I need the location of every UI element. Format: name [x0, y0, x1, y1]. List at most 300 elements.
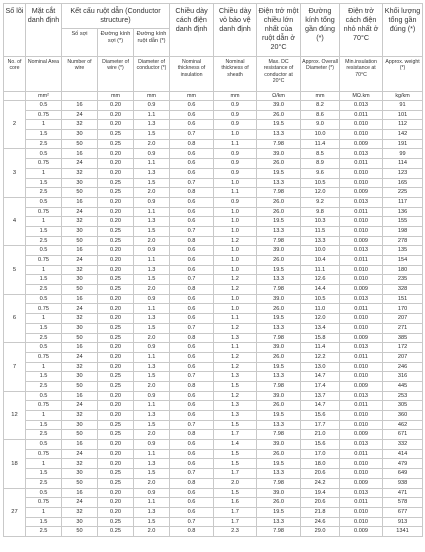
wire-diameter-cell: 0.25	[98, 430, 134, 440]
area-cell: 2.5	[26, 333, 62, 343]
overall-diameter-cell: 12.0	[301, 314, 340, 324]
dc-resistance-cell: 26.0	[257, 197, 301, 207]
weight-cell: 578	[383, 498, 423, 508]
conductor-diameter-cell: 0.9	[134, 488, 170, 498]
weight-cell: 101	[383, 110, 423, 120]
dc-resistance-cell: 13.3	[257, 469, 301, 479]
conductor-diameter-cell: 0.9	[134, 343, 170, 353]
overall-diameter-cell: 10.5	[301, 178, 340, 188]
area-cell: 1	[26, 507, 62, 517]
area-cell: 1	[26, 217, 62, 227]
sheath-thickness-cell: 1.1	[214, 188, 257, 198]
insulation-thickness-cell: 0.6	[170, 159, 214, 169]
table-row	[4, 391, 423, 401]
overall-diameter-cell: 8.2	[301, 101, 340, 111]
area-cell: 1	[26, 459, 62, 469]
sheath-thickness-cell: 1.0	[214, 246, 257, 256]
insulation-thickness-cell: 0.6	[170, 459, 214, 469]
overall-diameter-cell: 15.6	[301, 411, 340, 421]
conductor-diameter-cell: 1.3	[134, 314, 170, 324]
dc-resistance-cell: 19.5	[257, 168, 301, 178]
table-row	[4, 352, 423, 362]
dc-resistance-cell: 13.3	[257, 517, 301, 527]
table-row	[4, 197, 423, 207]
insulation-resistance-cell: 0.009	[340, 139, 383, 149]
wires-cell: 50	[62, 527, 98, 537]
wire-diameter-cell: 0.20	[98, 256, 134, 266]
sheath-thickness-cell: 1.2	[214, 352, 257, 362]
conductor-diameter-cell: 1.5	[134, 372, 170, 382]
insulation-resistance-cell: 0.009	[340, 236, 383, 246]
area-cell: 0.75	[26, 498, 62, 508]
weight-cell: 328	[383, 285, 423, 295]
sheath-thickness-cell: 1.3	[214, 372, 257, 382]
conductor-diameter-cell: 1.3	[134, 459, 170, 469]
wires-cell: 16	[62, 488, 98, 498]
overall-diameter-cell: 12.6	[301, 275, 340, 285]
area-cell: 1.5	[26, 469, 62, 479]
dc-resistance-cell: 39.0	[257, 101, 301, 111]
table-row	[4, 478, 423, 488]
insulation-thickness-cell: 0.6	[170, 120, 214, 130]
sheath-thickness-cell: 1.0	[214, 178, 257, 188]
area-cell: 0.5	[26, 197, 62, 207]
overall-diameter-cell: 18.0	[301, 459, 340, 469]
sheath-thickness-cell: 1.0	[214, 226, 257, 236]
sheath-thickness-cell: 0.9	[214, 120, 257, 130]
table-row	[4, 440, 423, 450]
area-cell: 1	[26, 362, 62, 372]
area-cell: 2.5	[26, 236, 62, 246]
wires-cell: 50	[62, 285, 98, 295]
wire-diameter-cell: 0.25	[98, 372, 134, 382]
unit-cores	[4, 92, 26, 101]
table-row	[4, 149, 423, 159]
dc-resistance-cell: 26.0	[257, 159, 301, 169]
wires-cell: 32	[62, 362, 98, 372]
core-count-cell: 12	[4, 391, 26, 439]
area-cell: 2.5	[26, 285, 62, 295]
insulation-thickness-cell: 0.6	[170, 401, 214, 411]
insulation-thickness-cell: 0.6	[170, 207, 214, 217]
sheath-thickness-cell: 1.7	[214, 507, 257, 517]
insulation-resistance-cell: 0.010	[340, 168, 383, 178]
weight-cell: 445	[383, 381, 423, 391]
conductor-diameter-cell: 1.1	[134, 352, 170, 362]
insulation-thickness-cell: 0.6	[170, 440, 214, 450]
dc-resistance-cell: 13.3	[257, 178, 301, 188]
conductor-diameter-cell: 1.5	[134, 517, 170, 527]
sheath-thickness-cell: 1.7	[214, 469, 257, 479]
sheath-thickness-cell: 1.1	[214, 314, 257, 324]
overall-diameter-cell: 14.7	[301, 372, 340, 382]
unit-wire-diameter: mm	[98, 92, 134, 101]
wire-diameter-cell: 0.20	[98, 110, 134, 120]
overall-diameter-cell: 10.0	[301, 246, 340, 256]
table-row	[4, 285, 423, 295]
insulation-resistance-cell: 0.009	[340, 430, 383, 440]
conductor-diameter-cell: 1.1	[134, 449, 170, 459]
weight-cell: 155	[383, 217, 423, 227]
wire-diameter-cell: 0.25	[98, 517, 134, 527]
overall-diameter-cell: 20.6	[301, 498, 340, 508]
insulation-thickness-cell: 0.6	[170, 391, 214, 401]
conductor-diameter-cell: 2.0	[134, 430, 170, 440]
table-row	[4, 265, 423, 275]
insulation-resistance-cell: 0.013	[340, 294, 383, 304]
wire-diameter-cell: 0.20	[98, 352, 134, 362]
overall-diameter-cell: 10.3	[301, 217, 340, 227]
overall-diameter-cell: 15.6	[301, 440, 340, 450]
area-cell: 0.75	[26, 110, 62, 120]
header-area-vi: Mặt cắt danh định	[26, 4, 62, 57]
area-cell: 0.75	[26, 449, 62, 459]
weight-cell: 112	[383, 120, 423, 130]
conductor-diameter-cell: 1.1	[134, 498, 170, 508]
insulation-resistance-cell: 0.010	[340, 517, 383, 527]
wire-diameter-cell: 0.20	[98, 488, 134, 498]
area-cell: 0.5	[26, 246, 62, 256]
weight-cell: 198	[383, 226, 423, 236]
overall-diameter-cell: 13.7	[301, 391, 340, 401]
insulation-thickness-cell: 0.6	[170, 256, 214, 266]
table-row	[4, 517, 423, 527]
overall-diameter-cell: 14.4	[301, 285, 340, 295]
core-count-cell: 7	[4, 343, 26, 391]
wire-diameter-cell: 0.25	[98, 478, 134, 488]
core-count-cell: 5	[4, 246, 26, 294]
weight-cell: 142	[383, 130, 423, 140]
wires-cell: 24	[62, 110, 98, 120]
wire-diameter-cell: 0.20	[98, 217, 134, 227]
dc-resistance-cell: 39.0	[257, 246, 301, 256]
area-cell: 1	[26, 168, 62, 178]
insulation-resistance-cell: 0.013	[340, 391, 383, 401]
overall-diameter-cell: 17.7	[301, 420, 340, 430]
overall-diameter-cell: 10.5	[301, 294, 340, 304]
wires-cell: 50	[62, 478, 98, 488]
sheath-thickness-cell: 1.1	[214, 139, 257, 149]
conductor-diameter-cell: 0.9	[134, 101, 170, 111]
conductor-diameter-cell: 0.9	[134, 246, 170, 256]
conductor-diameter-cell: 2.0	[134, 139, 170, 149]
units-row	[4, 92, 423, 101]
area-cell: 0.5	[26, 440, 62, 450]
table-row	[4, 226, 423, 236]
wires-cell: 30	[62, 323, 98, 333]
overall-diameter-cell: 11.5	[301, 226, 340, 236]
dc-resistance-cell: 19.5	[257, 362, 301, 372]
header-insulation-thickness-vi: Chiều dày cách điện danh định	[170, 4, 214, 57]
overall-diameter-cell: 19.4	[301, 488, 340, 498]
overall-diameter-cell: 9.2	[301, 197, 340, 207]
overall-diameter-cell: 12.2	[301, 352, 340, 362]
table-row	[4, 130, 423, 140]
overall-diameter-cell: 13.0	[301, 362, 340, 372]
table-row	[4, 333, 423, 343]
header-overall-diameter-en: Approx. Overall Diameter (*)	[301, 57, 340, 92]
sheath-thickness-cell: 1.5	[214, 420, 257, 430]
sheath-thickness-cell: 1.0	[214, 304, 257, 314]
wires-cell: 32	[62, 507, 98, 517]
insulation-thickness-cell: 0.7	[170, 469, 214, 479]
header-dc-resistance-en: Max. DC resistance of conductor at 20°C	[257, 57, 301, 92]
conductor-diameter-cell: 1.5	[134, 275, 170, 285]
area-cell: 0.75	[26, 159, 62, 169]
header-insulation-thickness-en: Nominal thickness of insulation	[170, 57, 214, 92]
table-row	[4, 159, 423, 169]
dc-resistance-cell: 26.0	[257, 449, 301, 459]
wires-cell: 30	[62, 178, 98, 188]
header-insulation-resistance-vi: Điện trở cách điện nhỏ nhất ở 70°C	[340, 4, 383, 57]
sheath-thickness-cell: 1.5	[214, 449, 257, 459]
table-row	[4, 381, 423, 391]
insulation-resistance-cell: 0.010	[340, 217, 383, 227]
wire-diameter-cell: 0.25	[98, 275, 134, 285]
dc-resistance-cell: 7.98	[257, 430, 301, 440]
wires-cell: 16	[62, 391, 98, 401]
weight-cell: 360	[383, 411, 423, 421]
unit-overall-diameter: mm	[301, 92, 340, 101]
insulation-thickness-cell: 0.6	[170, 449, 214, 459]
dc-resistance-cell: 7.98	[257, 333, 301, 343]
insulation-thickness-cell: 0.8	[170, 236, 214, 246]
wires-cell: 50	[62, 430, 98, 440]
wires-cell: 50	[62, 381, 98, 391]
header-row-english	[4, 57, 423, 92]
insulation-thickness-cell: 0.6	[170, 304, 214, 314]
insulation-resistance-cell: 0.011	[340, 449, 383, 459]
wires-cell: 16	[62, 440, 98, 450]
insulation-thickness-cell: 0.6	[170, 168, 214, 178]
area-cell: 0.75	[26, 401, 62, 411]
wires-cell: 32	[62, 314, 98, 324]
sheath-thickness-cell: 1.2	[214, 236, 257, 246]
dc-resistance-cell: 19.5	[257, 120, 301, 130]
weight-cell: 278	[383, 236, 423, 246]
table-row	[4, 246, 423, 256]
sheath-thickness-cell: 1.0	[214, 217, 257, 227]
wire-diameter-cell: 0.20	[98, 449, 134, 459]
wires-cell: 50	[62, 236, 98, 246]
insulation-thickness-cell: 0.6	[170, 352, 214, 362]
area-cell: 1	[26, 314, 62, 324]
sheath-thickness-cell: 0.9	[214, 101, 257, 111]
area-cell: 1.5	[26, 372, 62, 382]
wire-diameter-cell: 0.25	[98, 527, 134, 537]
insulation-thickness-cell: 0.7	[170, 323, 214, 333]
area-cell: 1.5	[26, 420, 62, 430]
header-dc-resistance-vi: Điện trở một chiều lớn nhất của ruột dẫn ở 20°C	[257, 4, 301, 57]
insulation-resistance-cell: 0.010	[340, 507, 383, 517]
weight-cell: 677	[383, 507, 423, 517]
weight-cell: 462	[383, 420, 423, 430]
weight-cell: 225	[383, 188, 423, 198]
overall-diameter-cell: 10.4	[301, 256, 340, 266]
insulation-resistance-cell: 0.013	[340, 343, 383, 353]
dc-resistance-cell: 26.0	[257, 256, 301, 266]
wires-cell: 32	[62, 459, 98, 469]
insulation-resistance-cell: 0.013	[340, 149, 383, 159]
insulation-resistance-cell: 0.013	[340, 197, 383, 207]
area-cell: 2.5	[26, 139, 62, 149]
wire-diameter-cell: 0.20	[98, 314, 134, 324]
weight-cell: 135	[383, 246, 423, 256]
sheath-thickness-cell: 1.3	[214, 411, 257, 421]
dc-resistance-cell: 39.0	[257, 294, 301, 304]
insulation-resistance-cell: 0.010	[340, 362, 383, 372]
header-wire-diameter-vi: Đường kính sợi (*)	[98, 29, 134, 57]
header-sheath-thickness-en: Nominal thickness of sheath	[214, 57, 257, 92]
area-cell: 0.5	[26, 343, 62, 353]
conductor-diameter-cell: 0.9	[134, 149, 170, 159]
insulation-resistance-cell: 0.010	[340, 120, 383, 130]
wire-diameter-cell: 0.20	[98, 101, 134, 111]
wires-cell: 30	[62, 226, 98, 236]
conductor-diameter-cell: 1.3	[134, 265, 170, 275]
insulation-thickness-cell: 0.7	[170, 517, 214, 527]
insulation-thickness-cell: 0.6	[170, 343, 214, 353]
wire-diameter-cell: 0.20	[98, 120, 134, 130]
weight-cell: 414	[383, 449, 423, 459]
area-cell: 1	[26, 265, 62, 275]
sheath-thickness-cell: 0.9	[214, 197, 257, 207]
wire-diameter-cell: 0.25	[98, 469, 134, 479]
table-row	[4, 275, 423, 285]
wire-diameter-cell: 0.20	[98, 498, 134, 508]
conductor-diameter-cell: 1.5	[134, 469, 170, 479]
wires-cell: 30	[62, 130, 98, 140]
header-overall-diameter-vi: Đường kính tổng gần đúng (*)	[301, 4, 340, 57]
sheath-thickness-cell: 0.9	[214, 149, 257, 159]
wires-cell: 32	[62, 217, 98, 227]
header-weight-en: Approx. weight (*)	[383, 57, 423, 92]
overall-diameter-cell: 8.9	[301, 159, 340, 169]
insulation-resistance-cell: 0.010	[340, 178, 383, 188]
insulation-thickness-cell: 0.6	[170, 246, 214, 256]
insulation-thickness-cell: 0.6	[170, 488, 214, 498]
wire-diameter-cell: 0.25	[98, 188, 134, 198]
table-row	[4, 294, 423, 304]
wire-diameter-cell: 0.20	[98, 343, 134, 353]
area-cell: 1	[26, 411, 62, 421]
header-insulation-resistance-en: Min.insulation resistance at 70°C	[340, 57, 383, 92]
conductor-diameter-cell: 1.1	[134, 110, 170, 120]
dc-resistance-cell: 13.3	[257, 130, 301, 140]
wires-cell: 30	[62, 469, 98, 479]
dc-resistance-cell: 26.0	[257, 207, 301, 217]
conductor-diameter-cell: 2.0	[134, 236, 170, 246]
sheath-thickness-cell: 1.2	[214, 275, 257, 285]
sheath-thickness-cell: 0.9	[214, 168, 257, 178]
wires-cell: 30	[62, 420, 98, 430]
table-row	[4, 469, 423, 479]
area-cell: 1.5	[26, 226, 62, 236]
table-row	[4, 217, 423, 227]
conductor-diameter-cell: 1.5	[134, 178, 170, 188]
sheath-thickness-cell: 1.6	[214, 498, 257, 508]
dc-resistance-cell: 19.5	[257, 217, 301, 227]
wire-diameter-cell: 0.20	[98, 459, 134, 469]
table-row	[4, 314, 423, 324]
conductor-diameter-cell: 1.3	[134, 217, 170, 227]
insulation-thickness-cell: 0.6	[170, 110, 214, 120]
conductor-diameter-cell: 2.0	[134, 527, 170, 537]
overall-diameter-cell: 13.4	[301, 323, 340, 333]
insulation-resistance-cell: 0.009	[340, 381, 383, 391]
wire-diameter-cell: 0.25	[98, 381, 134, 391]
insulation-thickness-cell: 0.7	[170, 178, 214, 188]
overall-diameter-cell: 12.0	[301, 188, 340, 198]
dc-resistance-cell: 26.0	[257, 352, 301, 362]
dc-resistance-cell: 7.98	[257, 285, 301, 295]
wires-cell: 24	[62, 498, 98, 508]
table-row	[4, 343, 423, 353]
dc-resistance-cell: 13.3	[257, 226, 301, 236]
table-row	[4, 488, 423, 498]
insulation-resistance-cell: 0.010	[340, 226, 383, 236]
weight-cell: 114	[383, 159, 423, 169]
area-cell: 1.5	[26, 130, 62, 140]
dc-resistance-cell: 13.3	[257, 323, 301, 333]
overall-diameter-cell: 15.8	[301, 333, 340, 343]
header-weight-vi: Khối lượng tổng gần đúng (*)	[383, 4, 423, 57]
sheath-thickness-cell: 1.3	[214, 333, 257, 343]
insulation-thickness-cell: 0.6	[170, 362, 214, 372]
weight-cell: 123	[383, 168, 423, 178]
wire-diameter-cell: 0.20	[98, 149, 134, 159]
conductor-diameter-cell: 2.0	[134, 188, 170, 198]
insulation-thickness-cell: 0.6	[170, 507, 214, 517]
dc-resistance-cell: 13.3	[257, 372, 301, 382]
table-row	[4, 120, 423, 130]
area-cell: 0.5	[26, 101, 62, 111]
dc-resistance-cell: 39.0	[257, 343, 301, 353]
table-row	[4, 498, 423, 508]
overall-diameter-cell: 24.6	[301, 517, 340, 527]
header-cores-en: No. of core	[4, 57, 26, 92]
weight-cell: 117	[383, 197, 423, 207]
dc-resistance-cell: 7.98	[257, 139, 301, 149]
wires-cell: 32	[62, 265, 98, 275]
table-row	[4, 362, 423, 372]
core-count-cell: 4	[4, 197, 26, 245]
sheath-thickness-cell: 1.2	[214, 391, 257, 401]
core-count-cell: 6	[4, 294, 26, 342]
weight-cell: 207	[383, 352, 423, 362]
weight-cell: 913	[383, 517, 423, 527]
insulation-resistance-cell: 0.010	[340, 265, 383, 275]
weight-cell: 316	[383, 372, 423, 382]
weight-cell: 91	[383, 101, 423, 111]
wire-diameter-cell: 0.25	[98, 333, 134, 343]
area-cell: 1.5	[26, 275, 62, 285]
table-row	[4, 304, 423, 314]
table-row	[4, 178, 423, 188]
insulation-resistance-cell: 0.013	[340, 488, 383, 498]
overall-diameter-cell: 11.0	[301, 304, 340, 314]
overall-diameter-cell: 9.0	[301, 120, 340, 130]
dc-resistance-cell: 7.98	[257, 236, 301, 246]
table-row	[4, 507, 423, 517]
weight-cell: 305	[383, 401, 423, 411]
sheath-thickness-cell: 1.0	[214, 207, 257, 217]
insulation-resistance-cell: 0.010	[340, 372, 383, 382]
wires-cell: 24	[62, 256, 98, 266]
weight-cell: 151	[383, 294, 423, 304]
sheath-thickness-cell: 1.1	[214, 343, 257, 353]
core-count-cell: 2	[4, 101, 26, 149]
